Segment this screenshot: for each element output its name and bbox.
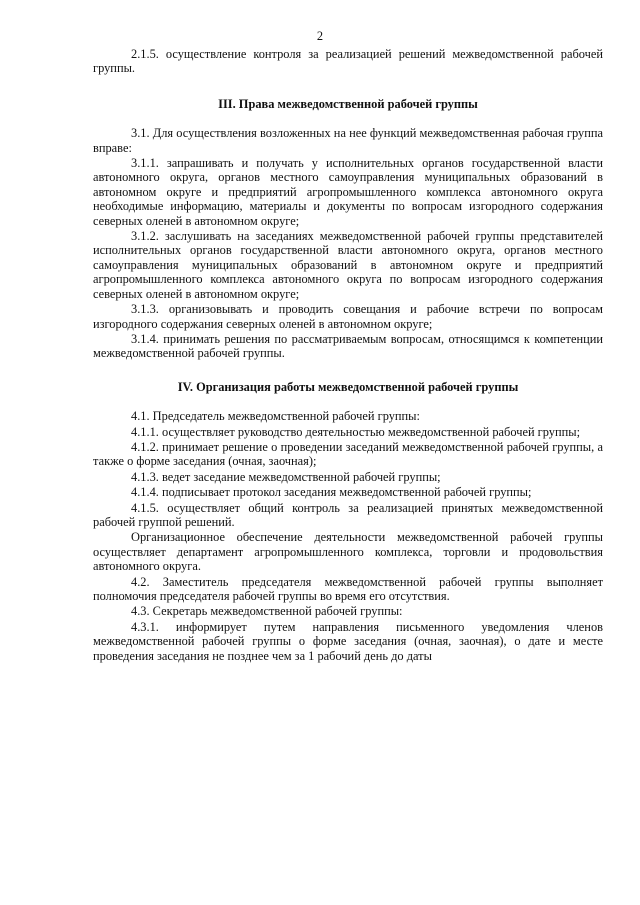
clause-3-1-3: 3.1.3. организовывать и проводить совещания и рабочие встречи по вопросам изгородного содержания северных оленей в автономном округе; [93, 302, 603, 331]
clause-4-3-1: 4.3.1. информирует путем направления письменного уведомления членов межведомственной рабочей группы о форме заседания (очная, заочная), о дате и месте проведения заседания не позднее чем за 1 рабочий день до даты [93, 619, 603, 663]
clause-2-1-5: 2.1.5. осуществление контроля за реализацией решений межведомственной рабочей группы. [93, 47, 603, 76]
clause-3-1: 3.1. Для осуществления возложенных на нее функций межведомственная рабочая группа вправе: [93, 126, 603, 155]
clause-4-1-4: 4.1.4. подписывает протокол заседания межведомственной рабочей группы; [131, 485, 532, 500]
clause-3-1-1: 3.1.1. запрашивать и получать у исполнительных органов государственной власти автономного округа, органов местного самоуправления муниципальных образований в автономном округе и предприятий агропромышленного комплекса автономного округа необходимые информацию, материалы и документы по вопросам изгородного содержания северных оленей в автономном округе; [93, 156, 603, 228]
clause-4-1: 4.1. Председатель межведомственной рабочей группы: [131, 409, 420, 424]
clause-4-2: 4.2. Заместитель председателя межведомственной рабочей группы выполняет полномочия председателя рабочей группы во время его отсутствия. [93, 574, 603, 603]
section-heading-4: IV. Организация работы межведомственной рабочей группы [177, 379, 519, 394]
document-body [93, 47, 603, 663]
clause-4-1-1: 4.1.1. осуществляет руководство деятельностью межведомственной рабочей группы; [131, 424, 581, 439]
clause-4-1-3: 4.1.3. ведет заседание межведомственной рабочей группы; [131, 469, 441, 484]
clause-4-3: 4.3. Секретарь межведомственной рабочей группы: [131, 604, 403, 619]
clause-4-1-2: 4.1.2. принимает решение о проведении заседаний межведомственной рабочей группы, а также о форме заседания (очная, заочная); [93, 439, 603, 469]
clause-3-1-4: 3.1.4. принимать решения по рассматриваемым вопросам, относящимся к компетенции межведомственной рабочей группы. [93, 331, 603, 361]
clause-4-1-5: 4.1.5. осуществляет общий контроль за реализацией принятых межведомственной рабочей группой решений. [93, 500, 603, 529]
section-heading-3: III. Права межведомственной рабочей группы [218, 96, 478, 111]
page-number: 2 [316, 29, 324, 43]
organizational-support-paragraph: Организационное обеспечение деятельности межведомственной рабочей группы осуществляет департамент агропромышленного комплекса, торговли и продовольствия автономного округа. [93, 530, 603, 574]
clause-3-1-2: 3.1.2. заслушивать на заседаниях межведомственной рабочей группы представителей исполнительных органов государственной власти автономного округа, органов местного самоуправления муниципальных образований в автономном округе и предприятий агропромышленного комплекса автономного округа по вопросам изгородного содержания северных оленей в автономном округе; [93, 229, 603, 301]
